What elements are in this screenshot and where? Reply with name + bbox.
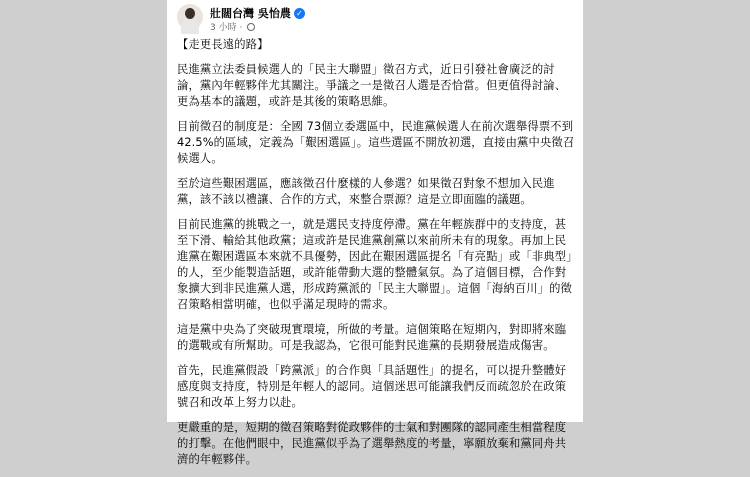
avatar-head — [185, 8, 195, 19]
author-avatar[interactable] — [177, 4, 203, 30]
verified-badge-icon: ✓ — [294, 8, 305, 19]
post-meta — [210, 20, 255, 33]
post-paragraph: 這是黨中央為了突破現實環境，所做的考量。這個策略在短期內，對即將來臨的選戰或有所幫助。可是我認為，它很可能對民進黨的長期發展造成傷害。 — [177, 323, 567, 352]
post-paragraph: 首先，民進黨假設「跨黨派」的合作與「具話題性」的提名，可以提升整體好感度與支持度，特別是年輕人的認同。這個迷思可能讓我們反而疏忽於在政策號召和改革上努力以赴。 — [177, 364, 567, 409]
meta-separator: · — [239, 23, 243, 33]
post-header — [177, 4, 577, 32]
facebook-post — [167, 0, 583, 466]
globe-icon — [247, 23, 255, 31]
post-timestamp[interactable]: 3 小時 — [210, 23, 237, 33]
avatar-body — [181, 20, 199, 34]
post-paragraph: 民進黨立法委員候選人的「民主大聯盟」徵召方式，近日引發社會廣泛的討論，黨內年輕夥伴尤其關注。爭議之一是徵召人選是否恰當。但更值得討論、更為基本的議題，或許是其後的策略思維。 — [177, 63, 567, 108]
post-paragraph: 目前民進黨的挑戰之一，就是選民支持度停滯。黨在年輕族群中的支持度，甚至下滑、輸給其他政黨；這或許是民進黨創黨以來前所未有的現象。再加上民進黨在艱困選區本來就不具優勢，因此在艱困選區提名「有亮點」或「非典型」的人，至少能製造話題，或許能帶動大選的整體氣氛。為了這個目標，合作對象擴大到非民進黨人選，形成跨黨派的「民主大聯盟」。這個「海納百川」的徵召策略相當明確，也似乎滿足現時的需求。 — [177, 218, 572, 311]
author-name-row — [210, 5, 305, 21]
post-content — [177, 37, 575, 477]
post-paragraph: 目前徵召的制度是：全國 73個立委選區中，民進黨候選人在前次選舉得票不到42.5%的區域，定義為「艱困選區」。這些選區不開放初選，直接由黨中央徵召候選人。 — [177, 120, 575, 165]
post-paragraph: 更嚴重的是，短期的徵召策略對從政夥伴的士氣和對團隊的認同產生相當程度的打擊。在他們眼中，民進黨似乎為了選舉熱度的考量，寧願放棄和黨同舟共濟的年輕夥伴。 — [177, 421, 567, 466]
post-paragraph: 至於這些艱困選區，應該徵召什麼樣的人參選？如果徵召對象不想加入民進黨，該不該以禮讓、合作的方式，來整合票源？這是立即面臨的議題。 — [177, 177, 555, 206]
author-name[interactable]: 壯闊台灣 吳怡農 — [210, 7, 291, 20]
post-heading: 【走更長遠的路】 — [177, 38, 269, 51]
